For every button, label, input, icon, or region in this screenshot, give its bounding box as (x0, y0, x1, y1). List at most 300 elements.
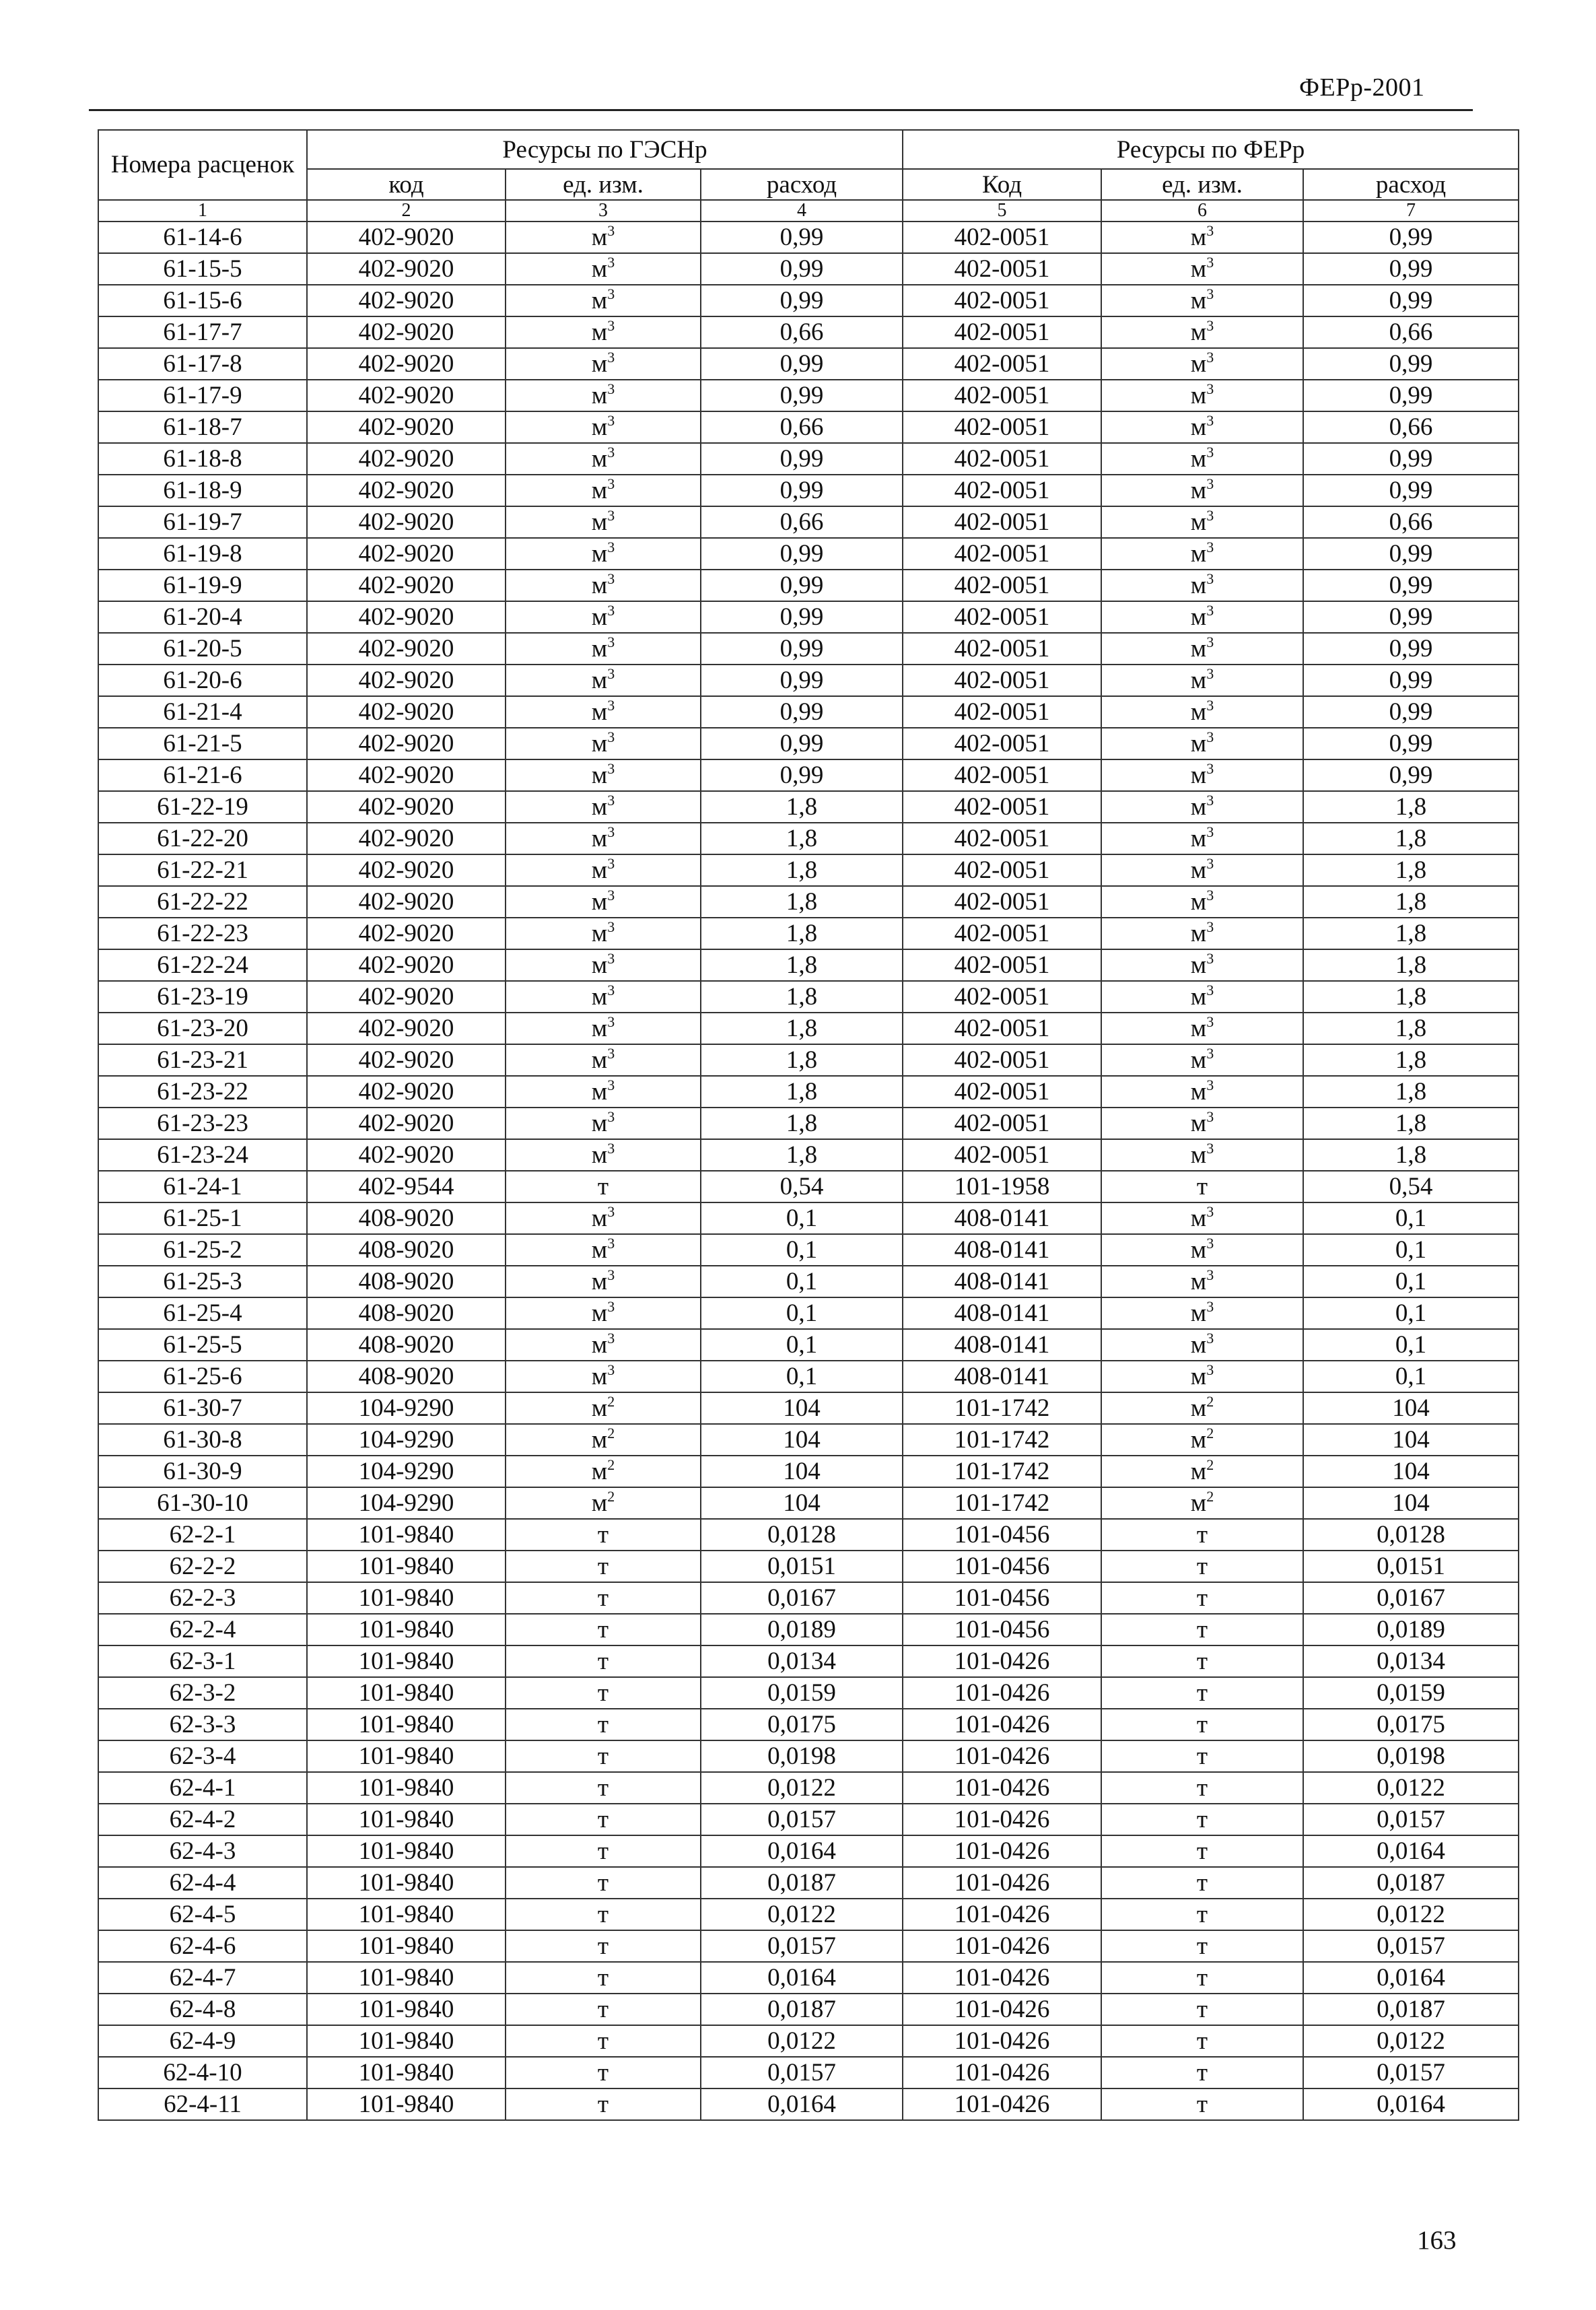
unit-symbol: т (1196, 1679, 1208, 1707)
ferr-code-cell: 402-0051 (903, 854, 1101, 886)
gesnr-usage-cell: 0,0198 (701, 1740, 903, 1772)
gesnr-unit-header: ед. изм. (506, 169, 701, 200)
gesnr-usage-cell: 0,0164 (701, 2088, 903, 2120)
unit-exponent: 2 (1206, 1393, 1214, 1410)
unit-symbol: т (597, 1173, 609, 1200)
gesnr-code-cell: 402-9020 (307, 1044, 506, 1076)
unit-exponent: 3 (1206, 792, 1214, 809)
unit-exponent: 3 (1206, 412, 1214, 429)
unit-exponent: 3 (1206, 950, 1214, 967)
unit-exponent: 3 (1206, 823, 1214, 840)
unit-symbol: м (1190, 1489, 1207, 1517)
ferr-unit-cell (1101, 854, 1303, 886)
gesnr-usage-cell: 0,99 (701, 348, 903, 380)
unit-exponent: 3 (607, 317, 615, 334)
ferr-usage-cell: 0,1 (1303, 1297, 1519, 1329)
unit-exponent: 3 (607, 1108, 615, 1125)
ferr-usage-cell: 104 (1303, 1424, 1519, 1456)
unit-symbol: м (1190, 951, 1207, 979)
unit-symbol: м (1190, 382, 1207, 409)
unit-exponent: 3 (607, 665, 615, 682)
unit-symbol: т (1196, 1837, 1208, 1865)
unit-symbol: м (1190, 888, 1207, 916)
gesnr-unit-cell (506, 570, 701, 601)
table-row (98, 1614, 1519, 1645)
ferr-code-cell: 101-0426 (903, 1645, 1101, 1677)
unit-exponent: 2 (607, 1488, 615, 1505)
ferr-unit-cell (1101, 949, 1303, 981)
unit-exponent: 3 (1206, 1298, 1214, 1315)
table-row (98, 1297, 1519, 1329)
ferr-code-cell: 408-0141 (903, 1234, 1101, 1266)
gesnr-unit-cell (506, 854, 701, 886)
gesnr-code-cell: 101-9840 (307, 1582, 506, 1614)
unit-exponent: 3 (607, 475, 615, 492)
unit-symbol: м (591, 698, 608, 726)
rate-number-cell: 61-23-24 (98, 1139, 307, 1171)
unit-exponent: 3 (1206, 1235, 1214, 1252)
unit-symbol: т (1196, 1647, 1208, 1675)
table-row (98, 633, 1519, 665)
ferr-code-cell: 408-0141 (903, 1361, 1101, 1392)
column-number: 4 (701, 200, 903, 222)
unit-exponent: 3 (1206, 1203, 1214, 1220)
ferr-unit-cell (1101, 981, 1303, 1013)
gesnr-usage-cell: 0,0157 (701, 2057, 903, 2088)
gesnr-code-cell: 402-9020 (307, 696, 506, 728)
ferr-code-cell: 402-0051 (903, 981, 1101, 1013)
gesnr-unit-cell (506, 981, 701, 1013)
ferr-code-cell: 101-0426 (903, 2088, 1101, 2120)
gesnr-code-cell: 402-9020 (307, 222, 506, 253)
ferr-code-cell: 402-0051 (903, 633, 1101, 665)
ferr-unit-cell (1101, 1297, 1303, 1329)
unit-exponent: 3 (1206, 887, 1214, 904)
gesnr-code-cell: 104-9290 (307, 1392, 506, 1424)
ferr-code-cell: 402-0051 (903, 665, 1101, 696)
gesnr-unit-cell (506, 1234, 701, 1266)
unit-symbol: м (591, 1299, 608, 1327)
ferr-unit-cell (1101, 1582, 1303, 1614)
rate-number-cell: 61-18-9 (98, 475, 307, 506)
gesnr-code-cell: 402-9020 (307, 981, 506, 1013)
gesnr-usage-cell: 0,1 (701, 1202, 903, 1234)
unit-symbol: м (1190, 856, 1207, 884)
ferr-unit-cell (1101, 791, 1303, 823)
gesnr-usage-cell: 1,8 (701, 791, 903, 823)
gesnr-code-cell: 402-9020 (307, 380, 506, 411)
unit-symbol: т (1196, 1996, 1208, 2023)
ferr-unit-cell (1101, 1329, 1303, 1361)
unit-symbol: т (1196, 2059, 1208, 2086)
gesnr-code-cell: 101-9840 (307, 1677, 506, 1709)
unit-exponent: 3 (607, 792, 615, 809)
gesnr-unit-cell (506, 411, 701, 443)
unit-symbol: м (1190, 1046, 1207, 1074)
unit-symbol: м (1190, 730, 1207, 757)
gesnr-unit-cell (506, 253, 701, 285)
gesnr-unit-cell (506, 1740, 701, 1772)
ferr-unit-cell (1101, 1202, 1303, 1234)
rate-number-cell: 61-23-19 (98, 981, 307, 1013)
ferr-code-cell: 402-0051 (903, 570, 1101, 601)
ferr-unit-cell (1101, 411, 1303, 443)
ferr-code-cell: 101-0426 (903, 1835, 1101, 1867)
unit-symbol: м (591, 1363, 608, 1390)
gesnr-unit-cell (506, 1013, 701, 1044)
gesnr-usage-cell: 0,0157 (701, 1804, 903, 1835)
ferr-usage-cell: 1,8 (1303, 981, 1519, 1013)
unit-exponent: 3 (607, 507, 615, 524)
unit-symbol: т (597, 1901, 609, 1928)
ferr-unit-cell (1101, 1424, 1303, 1456)
gesnr-code-cell: 402-9020 (307, 1013, 506, 1044)
table-row (98, 1645, 1519, 1677)
table-row (98, 316, 1519, 348)
gesnr-group-header: Ресурсы по ГЭСНр (307, 130, 903, 169)
unit-symbol: м (1190, 413, 1207, 441)
ferr-unit-cell (1101, 2088, 1303, 2120)
ferr-usage-cell: 0,99 (1303, 665, 1519, 696)
ferr-code-cell: 101-0456 (903, 1519, 1101, 1551)
unit-exponent: 3 (607, 982, 615, 998)
gesnr-unit-cell (506, 1044, 701, 1076)
unit-symbol: м (591, 1458, 608, 1485)
gesnr-usage-cell: 0,1 (701, 1234, 903, 1266)
gesnr-unit-cell (506, 2088, 701, 2120)
unit-exponent: 3 (1206, 1013, 1214, 1030)
ferr-code-cell: 402-0051 (903, 886, 1101, 918)
gesnr-usage-cell: 0,99 (701, 253, 903, 285)
ferr-unit-cell (1101, 1804, 1303, 1835)
ferr-code-cell: 402-0051 (903, 222, 1101, 253)
gesnr-code-cell: 101-9840 (307, 1709, 506, 1740)
ferr-usage-cell: 1,8 (1303, 918, 1519, 949)
table-row (98, 918, 1519, 949)
rate-number-cell: 61-17-9 (98, 380, 307, 411)
unit-symbol: м (1190, 1078, 1207, 1106)
unit-exponent: 3 (607, 349, 615, 366)
unit-symbol: т (1196, 1616, 1208, 1643)
gesnr-unit-cell (506, 1551, 701, 1582)
gesnr-usage-cell: 0,0157 (701, 1930, 903, 1962)
gesnr-code-cell: 408-9020 (307, 1297, 506, 1329)
unit-exponent: 3 (607, 1203, 615, 1220)
unit-symbol: м (591, 1110, 608, 1137)
ferr-code-cell: 101-0426 (903, 1994, 1101, 2025)
ferr-code-cell: 402-0051 (903, 443, 1101, 475)
table-row (98, 823, 1519, 854)
ferr-code-cell: 101-0426 (903, 1962, 1101, 1994)
unit-symbol: м (1190, 477, 1207, 504)
unit-exponent: 3 (607, 697, 615, 714)
gesnr-code-cell: 402-9020 (307, 316, 506, 348)
rate-number-cell: 62-2-1 (98, 1519, 307, 1551)
gesnr-usage-cell: 0,0134 (701, 1645, 903, 1677)
unit-symbol: т (1196, 1584, 1208, 1612)
ferr-code-cell: 101-0426 (903, 1709, 1101, 1740)
gesnr-code-cell: 402-9020 (307, 411, 506, 443)
ferr-usage-cell: 0,1 (1303, 1234, 1519, 1266)
table-row (98, 791, 1519, 823)
unit-symbol: т (1196, 2027, 1208, 2055)
unit-exponent: 3 (1206, 285, 1214, 302)
ferr-unit-cell (1101, 570, 1303, 601)
gesnr-unit-cell (506, 443, 701, 475)
unit-exponent: 3 (607, 760, 615, 777)
ferr-unit-cell (1101, 1740, 1303, 1772)
table-row (98, 1867, 1519, 1899)
unit-symbol: т (597, 1616, 609, 1643)
unit-exponent: 3 (1206, 507, 1214, 524)
unit-symbol: м (591, 983, 608, 1011)
ferr-code-cell: 101-1742 (903, 1487, 1101, 1519)
gesnr-usage-cell: 0,99 (701, 380, 903, 411)
unit-exponent: 3 (607, 1266, 615, 1283)
unit-symbol: м (1190, 508, 1207, 536)
unit-symbol: т (597, 1964, 609, 1992)
rate-number-cell: 62-4-3 (98, 1835, 307, 1867)
ferr-usage-cell: 1,8 (1303, 823, 1519, 854)
ferr-usage-cell: 0,0122 (1303, 2025, 1519, 2057)
table-row (98, 1171, 1519, 1202)
ferr-unit-cell (1101, 1614, 1303, 1645)
gesnr-code-cell: 101-9840 (307, 2088, 506, 2120)
table-row (98, 696, 1519, 728)
gesnr-unit-cell (506, 1772, 701, 1804)
ferr-usage-cell: 0,99 (1303, 285, 1519, 316)
unit-exponent: 2 (607, 1393, 615, 1410)
gesnr-usage-cell: 0,66 (701, 316, 903, 348)
ferr-unit-cell (1101, 1930, 1303, 1962)
gesnr-code-cell: 101-9840 (307, 1519, 506, 1551)
gesnr-unit-cell (506, 1867, 701, 1899)
ferr-usage-cell: 0,54 (1303, 1171, 1519, 1202)
ferr-unit-cell (1101, 696, 1303, 728)
rate-number-cell: 61-20-4 (98, 601, 307, 633)
table-row (98, 1329, 1519, 1361)
ferr-usage-cell: 0,99 (1303, 348, 1519, 380)
table-row (98, 380, 1519, 411)
gesnr-usage-cell: 0,0175 (701, 1709, 903, 1740)
unit-symbol: т (597, 1996, 609, 2023)
unit-symbol: м (591, 318, 608, 346)
unit-symbol: м (591, 1268, 608, 1295)
gesnr-usage-cell: 0,0187 (701, 1994, 903, 2025)
unit-exponent: 3 (607, 1298, 615, 1315)
table-row (98, 1392, 1519, 1424)
unit-symbol: м (591, 477, 608, 504)
ferr-unit-cell (1101, 1234, 1303, 1266)
unit-exponent: 3 (1206, 982, 1214, 998)
ferr-code-cell: 402-0051 (903, 253, 1101, 285)
unit-symbol: м (1190, 224, 1207, 251)
gesnr-unit-cell (506, 1171, 701, 1202)
unit-exponent: 3 (1206, 444, 1214, 461)
column-number: 1 (98, 200, 307, 222)
ferr-code-cell: 402-0051 (903, 1108, 1101, 1139)
ferr-unit-cell (1101, 222, 1303, 253)
gesnr-usage-cell: 0,1 (701, 1297, 903, 1329)
ferr-usage-cell: 0,99 (1303, 759, 1519, 791)
gesnr-usage-cell: 1,8 (701, 981, 903, 1013)
ferr-code-cell: 402-0051 (903, 1076, 1101, 1108)
unit-exponent: 3 (607, 855, 615, 872)
gesnr-unit-cell (506, 1329, 701, 1361)
gesnr-code-cell: 408-9020 (307, 1234, 506, 1266)
ferr-code-header: Код (903, 169, 1101, 200)
gesnr-code-cell: 101-9840 (307, 1740, 506, 1772)
unit-exponent: 3 (1206, 254, 1214, 271)
ferr-unit-cell (1101, 1456, 1303, 1487)
unit-symbol: м (591, 1489, 608, 1517)
gesnr-usage-cell: 104 (701, 1487, 903, 1519)
rate-number-cell: 62-3-1 (98, 1645, 307, 1677)
unit-symbol: м (1190, 1268, 1207, 1295)
gesnr-usage-cell: 0,0159 (701, 1677, 903, 1709)
unit-exponent: 3 (607, 539, 615, 555)
gesnr-usage-header: расход (701, 169, 903, 200)
unit-symbol: м (591, 603, 608, 631)
ferr-usage-cell: 1,8 (1303, 1108, 1519, 1139)
gesnr-usage-cell: 0,99 (701, 696, 903, 728)
unit-exponent: 2 (1206, 1456, 1214, 1473)
unit-symbol: м (1190, 635, 1207, 663)
unit-exponent: 3 (607, 380, 615, 397)
gesnr-usage-cell: 0,99 (701, 285, 903, 316)
ferr-unit-cell (1101, 1835, 1303, 1867)
unit-symbol: т (1196, 1711, 1208, 1738)
unit-symbol: м (1190, 667, 1207, 694)
gesnr-code-cell: 408-9020 (307, 1361, 506, 1392)
table-row (98, 728, 1519, 759)
unit-symbol: м (1190, 698, 1207, 726)
gesnr-usage-cell: 1,8 (701, 823, 903, 854)
gesnr-usage-cell: 0,0164 (701, 1835, 903, 1867)
gesnr-usage-cell: 0,99 (701, 475, 903, 506)
ferr-code-cell: 402-0051 (903, 696, 1101, 728)
gesnr-code-cell: 408-9020 (307, 1202, 506, 1234)
ferr-unit-cell (1101, 285, 1303, 316)
rate-number-cell: 61-20-6 (98, 665, 307, 696)
unit-exponent: 3 (1206, 539, 1214, 555)
ferr-code-cell: 402-0051 (903, 601, 1101, 633)
gesnr-usage-cell: 0,0151 (701, 1551, 903, 1582)
gesnr-usage-cell: 104 (701, 1456, 903, 1487)
gesnr-unit-cell (506, 1582, 701, 1614)
rate-number-cell: 61-30-10 (98, 1487, 307, 1519)
ferr-usage-cell: 0,99 (1303, 696, 1519, 728)
ferr-code-cell: 402-0051 (903, 380, 1101, 411)
unit-symbol: м (591, 413, 608, 441)
resources-table (98, 129, 1519, 2121)
ferr-unit-cell (1101, 506, 1303, 538)
gesnr-usage-cell: 0,99 (701, 601, 903, 633)
unit-symbol: т (1196, 1964, 1208, 1992)
unit-exponent: 3 (1206, 349, 1214, 366)
table-row (98, 222, 1519, 253)
table-row (98, 1804, 1519, 1835)
ferr-usage-cell: 0,99 (1303, 601, 1519, 633)
unit-symbol: м (591, 1141, 608, 1169)
gesnr-code-header: код (307, 169, 506, 200)
table-row (98, 1266, 1519, 1297)
table-row (98, 1709, 1519, 1740)
gesnr-code-cell: 402-9020 (307, 538, 506, 570)
ferr-usage-cell: 0,0122 (1303, 1772, 1519, 1804)
unit-symbol: м (1190, 1236, 1207, 1264)
gesnr-code-cell: 101-9840 (307, 1614, 506, 1645)
gesnr-unit-cell (506, 475, 701, 506)
ferr-unit-cell (1101, 380, 1303, 411)
ferr-unit-header: ед. изм. (1101, 169, 1303, 200)
rate-number-cell: 62-3-4 (98, 1740, 307, 1772)
rate-number-cell: 61-24-1 (98, 1171, 307, 1202)
column-number: 5 (903, 200, 1101, 222)
unit-exponent: 3 (1206, 665, 1214, 682)
gesnr-code-cell: 104-9290 (307, 1424, 506, 1456)
ferr-code-cell: 101-0426 (903, 1740, 1101, 1772)
gesnr-usage-cell: 0,1 (701, 1361, 903, 1392)
unit-symbol: т (1196, 1932, 1208, 1960)
table-row (98, 1994, 1519, 2025)
ferr-unit-cell (1101, 1361, 1303, 1392)
rate-number-cell: 62-2-3 (98, 1582, 307, 1614)
gesnr-unit-cell (506, 285, 701, 316)
table-row (98, 1962, 1519, 1994)
gesnr-usage-cell: 0,99 (701, 538, 903, 570)
table-row (98, 1930, 1519, 1962)
column-number: 3 (506, 200, 701, 222)
rate-number-cell: 62-4-5 (98, 1899, 307, 1930)
gesnr-unit-cell (506, 791, 701, 823)
gesnr-usage-cell: 104 (701, 1424, 903, 1456)
unit-exponent: 3 (607, 1361, 615, 1378)
rate-number-cell: 61-23-22 (98, 1076, 307, 1108)
table-row (98, 506, 1519, 538)
rate-number-cell: 61-22-24 (98, 949, 307, 981)
gesnr-code-cell: 402-9020 (307, 601, 506, 633)
unit-symbol: м (591, 1236, 608, 1264)
gesnr-usage-cell: 0,99 (701, 728, 903, 759)
ferr-unit-cell (1101, 1962, 1303, 1994)
ferr-usage-cell: 0,66 (1303, 316, 1519, 348)
unit-symbol: м (1190, 1110, 1207, 1137)
table-row (98, 949, 1519, 981)
rate-number-cell: 61-15-6 (98, 285, 307, 316)
gesnr-code-cell: 101-9840 (307, 1551, 506, 1582)
ferr-usage-cell: 0,99 (1303, 380, 1519, 411)
unit-symbol: т (597, 1932, 609, 1960)
rate-number-cell: 61-22-21 (98, 854, 307, 886)
ferr-code-cell: 402-0051 (903, 1013, 1101, 1044)
unit-symbol: м (1190, 1458, 1207, 1485)
ferr-code-cell: 402-0051 (903, 316, 1101, 348)
rate-number-cell: 61-21-6 (98, 759, 307, 791)
rate-number-cell: 61-15-5 (98, 253, 307, 285)
gesnr-code-cell: 408-9020 (307, 1329, 506, 1361)
ferr-usage-cell: 1,8 (1303, 949, 1519, 981)
rate-number-cell: 61-23-21 (98, 1044, 307, 1076)
unit-symbol: м (1190, 920, 1207, 947)
table-row (98, 1076, 1519, 1108)
unit-symbol: т (1196, 1553, 1208, 1580)
ferr-unit-cell (1101, 918, 1303, 949)
gesnr-unit-cell (506, 918, 701, 949)
rate-number-cell: 61-25-6 (98, 1361, 307, 1392)
ferr-unit-cell (1101, 1867, 1303, 1899)
ferr-code-cell: 402-0051 (903, 348, 1101, 380)
